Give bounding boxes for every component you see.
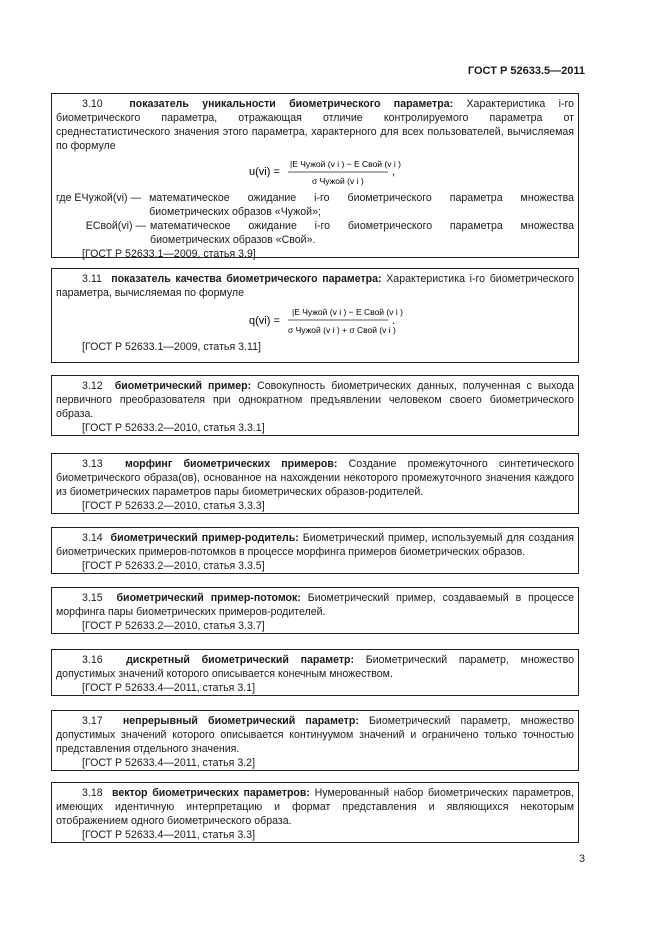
term-reference: [ГОСТ Р 52633.1—2009, статья 3.9] [82,248,256,260]
term-reference: [ГОСТ Р 52633.2—2010, статья 3.3.3] [82,500,265,512]
term-number: 3.16 [82,654,103,666]
term-definition: Биометрический пример, используемый для создания биометрических примеров-потомков в процессе морфинга примеров биометрических образов. [56,532,574,558]
term-title: показатель уникальности биометрического параметра: [129,98,454,110]
term-number: 3.17 [82,715,103,727]
formula-denominator: σ Чужой (v i ) [312,176,364,186]
term-definition: Биометрический параметр, множество допустимых значений которого описывается континуумом значений и ограничено только точностью представления отдельного значения. [56,715,574,755]
term-number: 3.13 [82,458,103,470]
formula-denominator: σ Чужой (v i ) + σ Свой (v i ) [288,325,396,335]
term-reference: [ГОСТ Р 52633.4—2011, статья 3.2] [82,757,256,769]
where-explanation: математическое ожидание i-го биометрического параметра множества биометрических образов «Свой». [150,220,574,246]
term-entry-3-12 [51,375,579,436]
term-definition: Характеристика i-го биометрического параметра, отражающая отличие контролируемого параметра от среднестатистического значения этого параметра, характерного для всех пользователей, вычисляемая по формуле [56,98,574,152]
term-entry-3-13 [51,453,579,514]
term-reference: [ГОСТ Р 52633.2—2010, статья 3.3.7] [82,620,265,632]
where-symbol: где EЧужой(vi) — [56,192,142,204]
term-paragraph [56,591,574,619]
term-definition: Биометрический пример, создаваемый в процессе морфинга пары биометрических примеров-родителей. [56,592,574,618]
formula-lhs: u(vi) = [249,166,280,178]
where-block [56,191,574,247]
term-entry-3-17 [51,710,579,771]
term-definition: Нумерованный набор биометрических параметров, имеющих идентичную интерпретацию и формат представления и являющихся некоторым отображением одного биометрического образа. [56,787,574,827]
term-paragraph [56,531,574,559]
term-title: биометрический пример-родитель: [110,532,299,544]
formula-quality [56,302,574,338]
term-reference: [ГОСТ Р 52633.4—2011, статья 3.3] [82,829,256,841]
term-title: показатель качества биометрического параметра: [111,273,382,285]
formula-lhs: q(vi) = [249,315,280,327]
term-paragraph [56,786,574,828]
term-entry-3-11 [51,268,579,363]
term-title: биометрический пример-потомок: [116,592,301,604]
term-number: 3.11 [82,273,102,285]
term-paragraph [56,97,574,153]
term-reference: [ГОСТ Р 52633.1—2009, статья 3.11] [82,341,261,353]
term-entry-3-10 [51,93,579,258]
term-title: биометрический пример: [114,380,252,392]
term-entry-3-16 [51,649,579,696]
where-symbol: EСвой(vi) — [85,220,147,232]
term-paragraph [56,714,574,756]
where-explanation: математическое ожидание i-го биометрического параметра множества биометрических образов «Чужой»; [149,192,574,218]
formula-uniqueness [56,155,574,189]
term-reference: [ГОСТ Р 52633.2—2010, статья 3.3.5] [82,560,265,572]
svg-text:.: . [392,315,396,327]
term-definition: Биометрический параметр, множество допустимых значений которого описывается конечным множеством. [56,654,574,680]
term-definition: Создание промежуточного синтетического биометрического образа(ов), основанное на нахождении некоторого промежуточного значения каждого из биометрических параметров пары биометрических образов-родителей. [56,458,574,498]
term-entry-3-18 [51,782,579,843]
formula-numerator: |E Чужой (v i ) − E Свой (v i ) [292,307,403,317]
term-reference: [ГОСТ Р 52633.2—2010, статья 3.3.1] [82,422,265,434]
term-title: дискретный биометрический параметр: [126,654,355,666]
formula-numerator: |E Чужой (v i ) − E Свой (v i ) [290,159,401,169]
term-entry-3-15 [51,587,579,634]
term-title: вектор биометрических параметров: [111,787,310,799]
term-paragraph [56,653,574,681]
term-entry-3-14 [51,527,579,574]
document-id-header: ГОСТ Р 52633.5—2011 [467,65,585,77]
term-title: непрерывный биометрический параметр: [122,715,359,727]
term-title: морфинг биометрических примеров: [125,458,338,470]
term-number: 3.12 [82,380,103,392]
page-number: 3 [579,853,585,865]
term-paragraph [56,272,574,300]
term-paragraph [56,457,574,499]
term-number: 3.10 [82,98,103,110]
term-paragraph [56,379,574,421]
term-reference: [ГОСТ Р 52633.4—2011, статья 3.1] [82,682,256,694]
term-number: 3.14 [82,532,103,544]
term-number: 3.15 [82,592,103,604]
term-definition: Характеристика i-го биометрического параметра, вычисляемая по формуле [56,273,574,299]
term-number: 3.18 [82,787,103,799]
term-definition: Совокупность биометрических данных, полученная с выхода первичного преобразователя при однократном предъявлении человеком своего биометрического образа. [56,380,574,420]
svg-text:,: , [392,166,396,178]
